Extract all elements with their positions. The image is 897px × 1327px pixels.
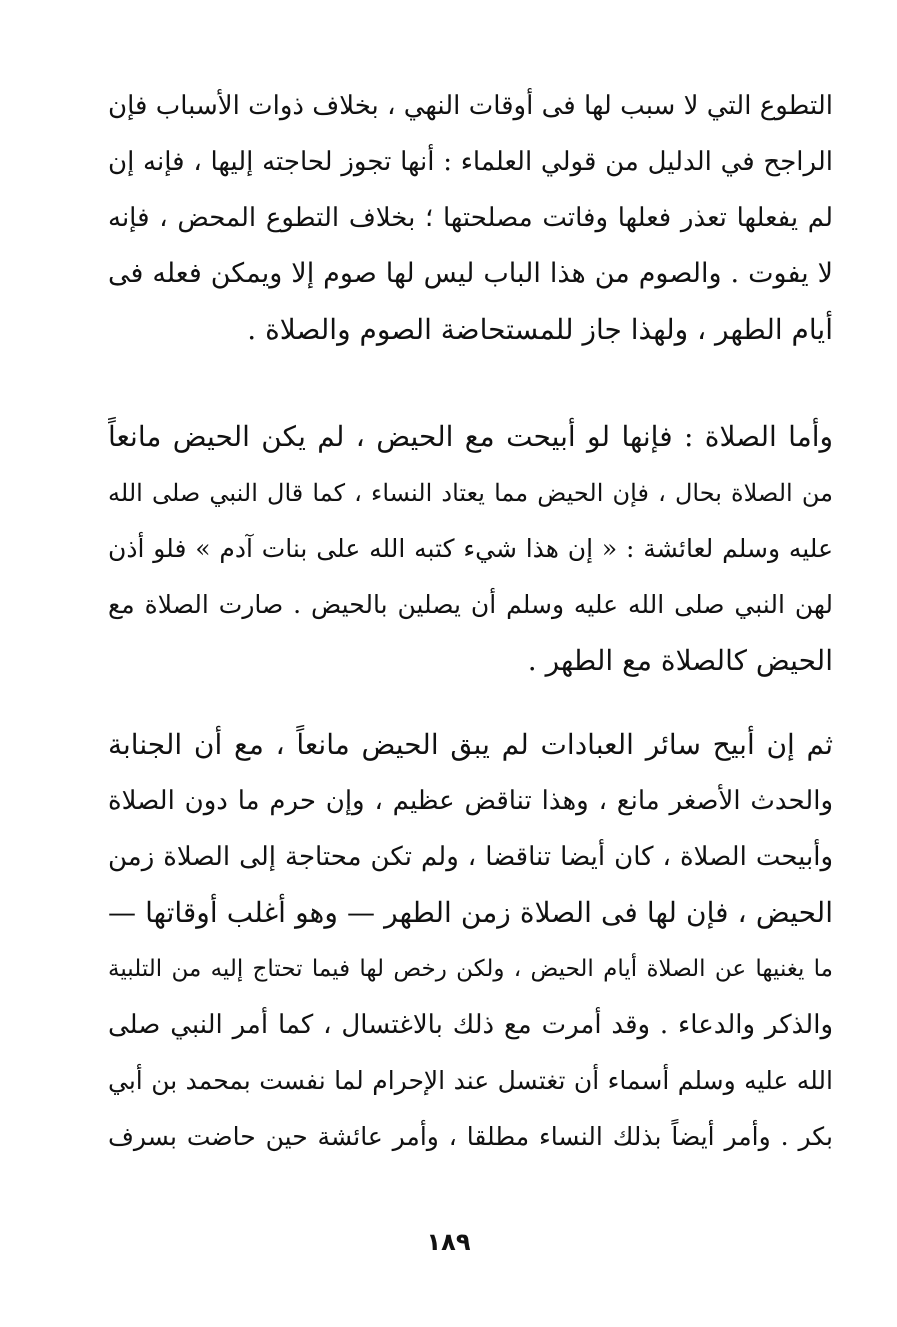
text-line: ثم إن أبيح سائر العبادات لم يبق الحيض مانعاً ، مع أن الجنابة [108,728,833,761]
text-line: أيام الطهر ، ولهذا جاز للمستحاضة الصوم والصلاة . [247,313,833,346]
text-line: ما يغنيها عن الصلاة أيام الحيض ، ولكن رخص لها فيما تحتاج إليه من التلبية [108,956,833,982]
text-line: الراجح في الدليل من قولي العلماء : أنها تجوز لحاجته إليها ، فإنه إن [108,147,833,177]
text-line: من الصلاة بحال ، فإن الحيض مما يعتاد النساء ، كما قال النبي صلى الله [108,479,833,507]
text-line: التطوع التي لا سبب لها فى أوقات النهي ، بخلاف ذوات الأسباب فإن [108,91,833,121]
text-line: وأبيحت الصلاة ، كان أيضا تناقضا ، ولم تكن محتاجة إلى الصلاة زمن [108,842,833,872]
text-line: والحدث الأصغر مانع ، وهذا تناقض عظيم ، وإن حرم ما دون الصلاة [108,786,833,816]
paragraph-3 [108,717,833,1165]
paragraph-1 [108,78,833,358]
text-line: وأما الصلاة : فإنها لو أبيحت مع الحيض ، لم يكن الحيض مانعاً [108,420,833,453]
text-line: الله عليه وسلم أسماء أن تغتسل عند الإحرام لما نفست بمحمد بن أبي [108,1066,833,1095]
text-line: لم يفعلها تعذر فعلها وفاتت مصلحتها ؛ بخلاف التطوع المحض ، فإنه [108,203,833,233]
text-line: بكر . وأمر أيضاً بذلك النساء مطلقا ، وأمر عائشة حين حاضت بسرف [108,1122,833,1151]
text-line: والذكر والدعاء . وقد أمرت مع ذلك بالاغتسال ، كما أمر النبي صلى [108,1010,833,1040]
text-line: عليه وسلم لعائشة : « إن هذا شيء كتبه الله على بنات آدم » فلو أذن [108,534,833,563]
page-number: ١٨٩ [426,1228,471,1256]
text-line: الحيض ، فإن لها فى الصلاة زمن الطهر — وهو أغلب أوقاتها — [108,896,833,929]
text-line: الحيض كالصلاة مع الطهر . [527,644,833,677]
text-line: لا يفوت . والصوم من هذا الباب ليس لها صوم إلا ويمكن فعله فى [108,258,833,289]
paragraph-2 [108,409,833,689]
text-line: لهن النبي صلى الله عليه وسلم أن يصلين بالحيض . صارت الصلاة مع [108,590,833,619]
